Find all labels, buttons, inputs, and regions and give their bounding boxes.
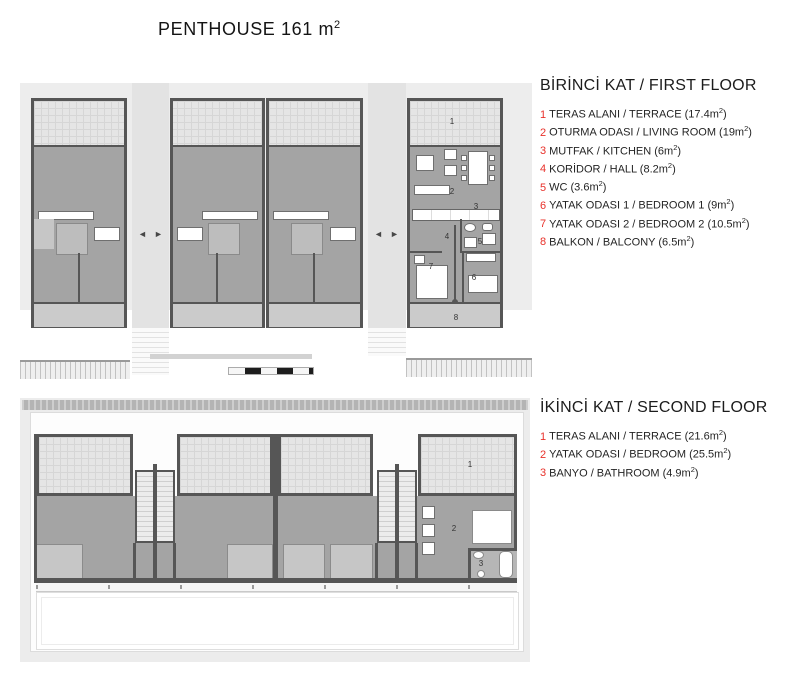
wardrobe: [422, 542, 435, 555]
bed: [472, 510, 512, 544]
terrace: [177, 434, 273, 496]
balcony: [173, 302, 262, 327]
page-title: [158, 19, 341, 40]
room-number-bedroom: 2: [451, 524, 457, 533]
balcony: [34, 302, 124, 327]
site-line: [150, 354, 312, 359]
chair: [489, 175, 495, 181]
legend-item-text: YATAK ODASI / BEDROOM (25.5m: [549, 448, 724, 461]
room-number-terrace: 1: [467, 460, 473, 469]
legend-item-number: 1: [540, 108, 547, 121]
unit-a: [31, 98, 127, 328]
shelf: [466, 253, 496, 262]
legend-item-close: ): [730, 199, 735, 212]
balcony: [269, 302, 360, 327]
legend-item: [540, 463, 800, 481]
room-number-bathroom: 3: [478, 559, 484, 568]
legend-item-close: ): [690, 236, 695, 249]
legend-item-text: YATAK ODASI 1 / BEDROOM 1 (9m: [549, 199, 727, 212]
window-sill: [202, 211, 258, 220]
first-floor-heading: BİRİNCİ KAT / FIRST FLOOR: [540, 77, 757, 94]
partition-wall: [78, 253, 80, 303]
chair: [489, 165, 495, 171]
legend-item-number: 8: [540, 236, 547, 249]
legend-item-text: TERAS ALANI / TERRACE (17.4m: [549, 108, 719, 121]
inner-room: [36, 544, 83, 580]
legend-item-sup: 2: [686, 233, 691, 243]
terrace: [36, 434, 133, 496]
legend-item-text: BANYO / BATHROOM (4.9m: [549, 467, 691, 480]
legend-item-number: 3: [540, 145, 547, 158]
first-floor-legend-items: [540, 104, 800, 250]
coffee-table: [444, 165, 457, 176]
legend-item-text: MUTFAK / KITCHEN (6m: [549, 145, 674, 158]
legend-item-number: 2: [540, 126, 547, 139]
legend-item-sup: 2: [690, 464, 695, 474]
sofa: [416, 155, 434, 171]
partition-wall: [313, 253, 315, 303]
first-floor-legend: [540, 77, 800, 250]
legend-item: [540, 195, 800, 213]
legend-item: [540, 444, 800, 462]
stair-divider: [395, 464, 399, 580]
legend-item-sup: 2: [744, 124, 749, 134]
legend-item: [540, 177, 800, 195]
page-title-text: PENTHOUSE 161 m: [158, 19, 335, 39]
legend-item-number: 2: [540, 448, 547, 461]
legend-item-sup: 2: [673, 142, 678, 152]
terrace: [269, 101, 360, 147]
wall: [173, 543, 176, 580]
bed: [177, 227, 203, 241]
wall: [415, 543, 418, 580]
legend-item-text: WC (3.6m: [549, 181, 599, 194]
legend-item-number: 4: [540, 163, 547, 176]
unit-divider-wall: [273, 434, 278, 583]
room-number-bedroom2: 7: [428, 262, 434, 271]
legend-item-number: 1: [540, 430, 547, 443]
legend-item-number: 5: [540, 181, 547, 194]
legend-item-text: BALKON / BALCONY (6.5m: [549, 236, 687, 249]
chair: [461, 155, 467, 161]
legend-item: [540, 122, 800, 140]
outer-wall: [34, 434, 37, 583]
legend-item-text: YATAK ODASI 2 / BEDROOM 2 (10.5m: [549, 218, 742, 231]
arrow-right-icon: ►: [154, 229, 163, 239]
coffee-table: [444, 149, 457, 160]
kitchen-counter: [412, 209, 500, 221]
dining-table: [468, 151, 488, 185]
legend-item-text: KORİDOR / HALL (8.2m: [549, 163, 668, 176]
wall: [133, 543, 136, 580]
sink: [477, 570, 485, 578]
second-floor-legend: [540, 399, 800, 481]
stairs: [368, 328, 406, 356]
legend-item: [540, 141, 800, 159]
legend-item-close: ): [677, 145, 682, 158]
window-sill: [273, 211, 329, 220]
legend-item-sup: 2: [741, 215, 746, 225]
legend-item-text: OTURMA ODASI / LIVING ROOM (19m: [549, 126, 745, 139]
legend-item-number: 6: [540, 199, 547, 212]
second-floor-heading: İKİNCİ KAT / SECOND FLOOR: [540, 399, 768, 416]
terrace: [34, 101, 124, 147]
wall: [375, 543, 378, 580]
unit-c: [266, 98, 363, 328]
page-title-sup: 2: [334, 19, 341, 31]
site-hatch: [406, 358, 532, 377]
legend-item-close: ): [723, 108, 727, 121]
chair: [461, 175, 467, 181]
inner-room: [227, 544, 273, 580]
stair-divider: [153, 464, 157, 580]
legend-item-sup: 2: [718, 106, 724, 115]
legend-item-sup: 2: [723, 446, 728, 456]
inner-room: [291, 223, 323, 255]
legend-item-sup: 2: [726, 197, 731, 207]
room-number-balcony: 8: [453, 313, 459, 322]
legend-item: [540, 426, 800, 444]
legend-item-sup: 2: [598, 179, 603, 188]
nightstand: [414, 255, 425, 264]
chair: [489, 155, 495, 161]
wardrobe: [422, 506, 435, 519]
wardrobe: [422, 524, 435, 537]
second-floor-plan: [20, 398, 530, 664]
bathtub: [499, 551, 513, 578]
inner-room: [208, 223, 240, 255]
first-floor-plan: [20, 75, 532, 390]
terrace: [173, 101, 262, 147]
legend-item-number: 3: [540, 467, 547, 480]
roof-inner-line: [41, 597, 514, 645]
partition-wall: [216, 253, 218, 303]
retaining-band: [22, 400, 528, 410]
second-floor-legend-items: [540, 426, 800, 481]
sofa-long: [414, 185, 450, 195]
arrow-left-icon: ◄: [138, 229, 147, 239]
inner-room: [283, 544, 325, 580]
room-number-terrace: 1: [449, 117, 455, 126]
terrace: [278, 434, 373, 496]
legend-item: [540, 159, 800, 177]
legend-item: [540, 214, 800, 232]
room-number-bedroom1: 6: [471, 273, 477, 282]
legend-item-close: ): [602, 181, 607, 194]
room-number-living: 2: [449, 187, 455, 196]
sill-band: [36, 583, 517, 592]
room-number-kitchen: 3: [473, 202, 479, 211]
bed: [94, 227, 120, 241]
legend-item-close: ): [745, 218, 750, 231]
toilet: [464, 223, 476, 232]
legend-item-close: ): [727, 448, 732, 461]
legend-item: [540, 104, 800, 122]
unit-b: [170, 98, 265, 328]
room-number-hall: 4: [444, 232, 450, 241]
unit-penthouse: [407, 98, 503, 328]
hall-wall: [410, 251, 442, 253]
inner-room: [56, 223, 88, 255]
legend-item-close: ): [694, 467, 699, 480]
bedroom-wall: [462, 253, 464, 303]
lower-roof: [36, 592, 519, 650]
legend-item-sup: 2: [718, 428, 724, 437]
arrow-right-icon: ►: [390, 229, 399, 239]
chair: [461, 165, 467, 171]
toilet: [473, 551, 484, 559]
legend-item-close: ): [672, 163, 676, 176]
inner-room: [330, 544, 373, 580]
sink: [482, 223, 493, 231]
arrow-left-icon: ◄: [374, 229, 383, 239]
partition-wall: [454, 225, 456, 303]
legend-item-number: 7: [540, 218, 547, 231]
site-hatch: [20, 360, 130, 379]
corridor: [368, 83, 406, 328]
legend-item-close: ): [723, 430, 727, 443]
wc-wall: [460, 219, 462, 253]
bed: [330, 227, 356, 241]
legend-item: [540, 232, 800, 250]
room-number-wc: 5: [477, 237, 483, 246]
inner-room: [34, 219, 54, 249]
legend-item-text: TERAS ALANI / TERRACE (21.6m: [549, 430, 719, 443]
scale-bar: [228, 367, 314, 375]
corridor: [132, 83, 169, 328]
legend-item-close: ): [748, 126, 752, 139]
legend-item-sup: 2: [667, 160, 673, 170]
stairs: [132, 328, 169, 375]
